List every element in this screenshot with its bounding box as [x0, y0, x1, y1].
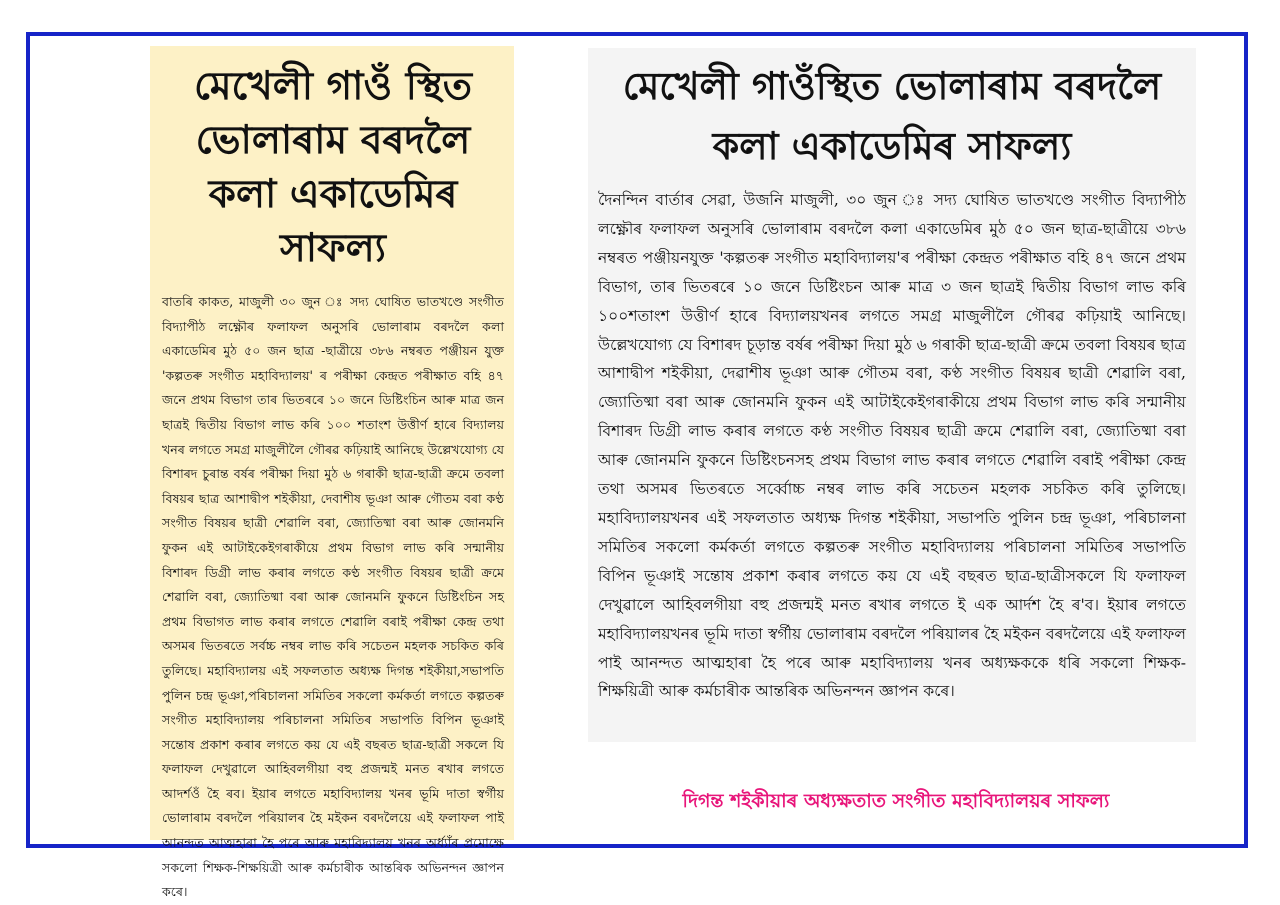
right-clipping-headline: মেখেলী গাওঁস্থিত ভোলাৰাম বৰদলৈ কলা একাডেমিৰ সাফল্য	[622, 64, 1162, 168]
left-newspaper-clipping	[150, 46, 514, 900]
caption-text: দিগন্ত শইকীয়াৰ অধ্যক্ষতাত সংগীত মহাবিদ্যালয়ৰ সাফল্য	[682, 790, 1110, 812]
left-clipping-body: বাতৰি কাকত, মাজুলী ৩০ জুন ঃ সদ্য ঘোষিত ভাতখণ্ডে সংগীত বিদ্যাপীঠ লক্ষ্ণৌৰ ফলাফল অনুসৰি ভোলাৰাম বৰদলৈ কলা একাডেমিৰ মুঠ ৫০ জন ছাত্ৰ -ছাত্ৰীয়ে ৩৮৬ নম্বৰত পঞ্জীয়ন যুক্ত 'কল্পতৰু সংগীত মহাবিদ্যালয়' ৰ পৰীক্ষা কেন্দ্ৰত পৰীক্ষাত বহি ৪৭ জনে প্ৰথম বিভাগ তাৰ ভিতৰৰে ১০ জনে ডিষ্টিংচিন আৰু মাত্ৰ জন ছাত্ৰই দ্বিতীয় বিভাগ লাভ কৰি ১০০ শতাংশ উত্তীৰ্ণ হাৰে বিদ্যালয় খনৰ লগতে সমগ্ৰ মাজুলীলৈ গৌৰৱ কঢ়িয়াই আনিছে উল্লেখযোগ্য যে বিশাৰদ চুৰান্ত বৰ্ষৰ পৰীক্ষা দিয়া মুঠ ৬ গৰাকী ছাত্ৰ-ছাত্ৰী ক্ৰমে তবলা বিষয়ৰ ছাত্ৰ আশাদ্বীপ শইকীয়া, দেবাশীষ ভূঞা আৰু গৌতম বৰা কণ্ঠ সংগীত বিষয়ৰ ছাত্ৰী শেৱালি বৰা, জ্যোতিষ্মা বৰা আৰু জোনমনি ফুকন এই আটাইকেইগৰাকীয়ে প্ৰথম বিভাগ লাভ কৰি সন্মানীয় বিশাৰদ ডিগ্ৰী লাভ কৰাৰ লগতে কণ্ঠ সংগীত বিষয়ৰ ছাত্ৰী ক্ৰমে শেৱালি বৰা, জ্যোতিষ্মা বৰা আৰু জোনমনি ফুকনে ডিষ্টিংচিন সহ প্ৰথম বিভাগত লাভ কৰাৰ লগতে শেৱালি বৰাই পৰীক্ষা কেন্দ্ৰ তথা অসমৰ ভিতৰতে সৰ্বচ্চ নম্বৰ লাভ কৰি সচেতন মহলক সচকিত কৰি তুলিছে। মহাবিদ্যালয় এই সফলতাত অধ্যক্ষ দিগন্ত শইকীয়া,সভাপতি পুলিন চন্দ্ৰ ভূঞা,পৰিচালনা সমিতিৰ সকলো কৰ্মকৰ্তা লগতে কল্পতৰু সংগীত মহাবিদ্যালয় পৰিচালনা সমিতিৰ সভাপতি বিপিন ভূঞাই সন্তোষ প্ৰকাশ কৰাৰ লগতে কয় যে এই বছৰত ছাত্ৰ-ছাত্ৰী সকলে যি ফলাফল দেখুৱালে আহিবলগীয়া বহু প্ৰজন্মই মনত ৰখাৰ লগতে আদৰ্শওঁ হৈ ৰব। ইয়াৰ লগতে মহাবিদ্যালয় খনৰ ভূমি দাতা স্বৰ্গীয় ভোলাৰাম বৰদলৈ পৰিয়ালৰ হৈ মইকন বৰদলৈয়ে এই ফলাফল পাই আনন্দত আত্মহাৰা হৈ পৰে আৰু মহাবিদ্যালয় খনৰ অৰ্ধ্যাঁৰ প্ৰমোক্ষে সকলো শিক্ষক-শিক্ষয়িত্ৰী আৰু কৰ্মচাৰীক আন্তৰিক অভিনন্দন জ্ঞাপন কৰে।	[162, 294, 504, 900]
left-clipping-headline: মেখেলী গাওঁ স্থিত ভোলাৰাম বৰদলৈ কলা একাডেমিৰ সাফল্য	[194, 64, 472, 271]
right-clipping-body: দৈনন্দিন বাৰ্তাৰ সেৱা, উজনি মাজুলী, ৩০ জুন ঃ সদ্য ঘোষিত ভাতখণ্ডে সংগীত বিদ্যাপীঠ লক্ষ্ণৌৰ ফলাফল অনুসৰি ভোলাৰাম বৰদলৈ কলা একাডেমিৰ মুঠ ৫০ জন ছাত্ৰ-ছাত্ৰীয়ে ৩৮৬ নম্বৰত পঞ্জীয়নযুক্ত 'কল্পতৰু সংগীত মহাবিদ্যালয়'ৰ পৰীক্ষা কেন্দ্ৰত পৰীক্ষাত বহি ৪৭ জনে প্ৰথম বিভাগ, তাৰ ভিতৰৰে ১০ জনে ডিষ্টিংচন আৰু মাত্ৰ ৩ জন ছাত্ৰই দ্বিতীয় বিভাগ লাভ কৰি ১০০শতাংশ উত্তীৰ্ণ হাৰে বিদ্যালয়খনৰ লগতে সমগ্ৰ মাজুলীলৈ গৌৰৱ কঢ়িয়াই আনিছে। উল্লেখযোগ্য যে বিশাৰদ চূড়ান্ত বৰ্ষৰ পৰীক্ষা দিয়া মুঠ ৬ গৰাকী ছাত্ৰ-ছাত্ৰী ক্ৰমে তবলা বিষয়ৰ ছাত্ৰ আশাদ্বীপ শইকীয়া, দেৱাশীষ ভূঞা আৰু গৌতম বৰা, কণ্ঠ সংগীত বিষয়ৰ ছাত্ৰী শেৱালি বৰা, জ্যোতিষ্মা বৰা আৰু জোনমনি ফুকন এই আটাইকেইগৰাকীয়ে প্ৰথম বিভাগ লাভ কৰি সন্মানীয় বিশাৰদ ডিগ্ৰী লাভ কৰাৰ লগতে কণ্ঠ সংগীত বিষয়ৰ ছাত্ৰী ক্ৰমে শেৱালি বৰা, জ্যোতিষ্মা বৰা আৰু জোনমনি ফুকনে ডিষ্টিংচনসহ প্ৰথম বিভাগ লাভ কৰাৰ লগতে শেৱালি বৰাই পৰীক্ষা কেন্দ্ৰ তথা অসমৰ ভিতৰতে সৰ্ব্বোচ্চ নম্বৰ লাভ কৰি সচেতন মহলক সচকিত কৰি তুলিছে। মহাবিদ্যালয়খনৰ এই সফলতাত অধ্যক্ষ দিগন্ত শইকীয়া, সভাপতি পুলিন চন্দ্ৰ ভূঞা, পৰিচালনা সমিতিৰ সকলো কৰ্মকৰ্তা লগতে কল্পতৰু সংগীত মহাবিদ্যালয় পৰিচালনা সমিতিৰ সভাপতি বিপিন ভূঞাই সন্তোষ প্ৰকাশ কৰাৰ লগতে কয় যে এই বছৰত ছাত্ৰ-ছাত্ৰীসকলে যি ফলাফল দেখুৱালে আহিবলগীয়া বহু প্ৰজন্মই মনত ৰখাৰ লগতে ই এক আৰ্দশ হৈ ৰ'ব। ইয়াৰ লগতে মহাবিদ্যালয়খনৰ ভূমি দাতা স্বৰ্গীয় ভোলাৰাম বৰদলৈ পৰিয়ালৰ হৈ মইকন বৰদলৈয়ে এই ফলাফল পাই আনন্দত আত্মহাৰা হৈ পৰে আৰু মহাবিদ্যালয় খনৰ অধ্যক্ষককে ধৰি সকলো শিক্ষক-শিক্ষয়িত্ৰী আৰু কৰ্মচাৰীক আন্তৰিক অভিনন্দন জ্ঞাপন কৰে।	[598, 191, 1186, 701]
right-newspaper-clipping	[588, 48, 1196, 742]
